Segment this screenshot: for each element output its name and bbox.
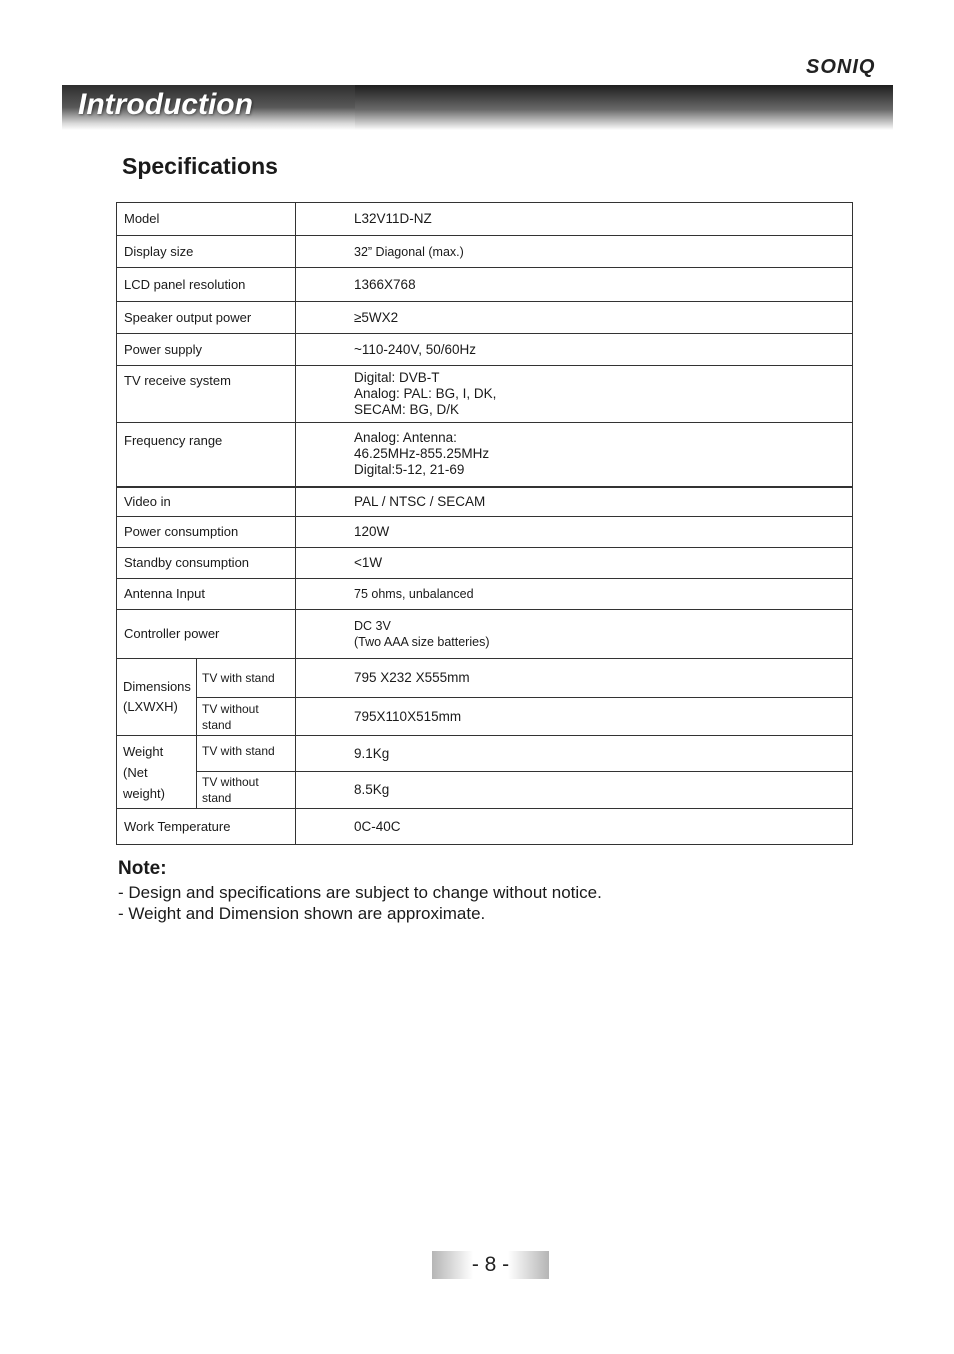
spec-value: 32” Diagonal (max.) <box>296 236 853 268</box>
spec-value-line: Analog: Antenna: <box>354 430 457 446</box>
table-row <box>117 423 853 487</box>
table-row <box>117 736 853 772</box>
spec-label: Video in <box>117 487 296 517</box>
spec-value-line: Analog: PAL: BG, I, DK, <box>354 386 497 401</box>
weight-label <box>117 736 197 809</box>
table-row <box>117 203 853 236</box>
dimensions-without-stand-value: 795X110X515mm <box>296 698 853 736</box>
table-row <box>117 659 853 698</box>
spec-label: TV receive system <box>117 366 296 423</box>
dimensions-label-line: (LXWXH) <box>123 699 178 714</box>
note-line: - Weight and Dimension shown are approximate. <box>118 904 486 923</box>
table-row <box>117 610 853 659</box>
spec-label: Antenna Input <box>117 579 296 610</box>
weight-label-line: Weight <box>123 743 164 759</box>
spec-label: Standby consumption <box>117 548 296 579</box>
spec-value: 75 ohms, unbalanced <box>296 579 853 610</box>
table-row <box>117 487 853 517</box>
spec-value: <1W <box>296 548 853 579</box>
table-row <box>117 579 853 610</box>
note-section <box>118 858 878 924</box>
spec-label: Power consumption <box>117 517 296 548</box>
dimensions-without-stand-label: TV without stand <box>197 698 296 736</box>
page-title: Introduction <box>78 88 253 121</box>
spec-value-line: Digital:5-12, 21-69 <box>354 462 465 478</box>
spec-label: Frequency range <box>117 423 296 487</box>
spec-label: Speaker output power <box>117 302 296 334</box>
spec-label: LCD panel resolution <box>117 268 296 302</box>
table-row <box>117 334 853 366</box>
dimensions-label-line: Dimensions <box>123 679 191 694</box>
table-row <box>117 517 853 548</box>
page-number: - 8 - <box>432 1251 549 1279</box>
note-line: - Design and specifications are subject to change without notice. <box>118 883 602 902</box>
spec-value-line: Digital: DVB-T <box>354 370 440 385</box>
dimensions-with-stand-label: TV with stand <box>197 659 296 698</box>
spec-value <box>296 366 853 423</box>
section-title: Specifications <box>122 153 278 179</box>
spec-value: PAL / NTSC / SECAM <box>296 487 853 517</box>
table-row <box>117 772 853 809</box>
dimensions-label <box>117 659 197 736</box>
spec-value <box>296 610 853 659</box>
table-row <box>117 268 853 302</box>
table-row <box>117 548 853 579</box>
spec-label: Work Temperature <box>117 809 296 845</box>
dimensions-with-stand-value: 795 X232 X555mm <box>296 659 853 698</box>
table-row <box>117 366 853 423</box>
spec-value: 1366X768 <box>296 268 853 302</box>
table-row <box>117 809 853 845</box>
weight-without-stand-label: TV without stand <box>197 772 296 809</box>
spec-value: 120W <box>296 517 853 548</box>
spec-value <box>296 423 853 487</box>
table-row <box>117 302 853 334</box>
spec-value: ≥5WX2 <box>296 302 853 334</box>
note-title: Note: <box>118 858 167 879</box>
weight-without-stand-value: 8.5Kg <box>296 772 853 809</box>
weight-with-stand-label: TV with stand <box>197 736 296 772</box>
spec-value-line: SECAM: BG, D/K <box>354 402 460 417</box>
brand-logo: SONIQ <box>806 56 876 78</box>
spec-label: Power supply <box>117 334 296 366</box>
spec-value-line: (Two AAA size batteries) <box>354 635 490 649</box>
spec-value: L32V11D-NZ <box>296 203 853 236</box>
spec-value: ~110-240V, 50/60Hz <box>296 334 853 366</box>
weight-with-stand-value: 9.1Kg <box>296 736 853 772</box>
spec-value-line: DC 3V <box>354 619 391 633</box>
spec-label: Display size <box>117 236 296 268</box>
spec-label: Controller power <box>117 610 296 659</box>
spec-label: Model <box>117 203 296 236</box>
table-row <box>117 236 853 268</box>
weight-label-line: (Net weight) <box>123 764 165 801</box>
spec-value-line: 46.25MHz-855.25MHz <box>354 446 490 462</box>
spec-value: 0C-40C <box>296 809 853 845</box>
spec-table <box>116 202 853 845</box>
table-row <box>117 698 853 736</box>
